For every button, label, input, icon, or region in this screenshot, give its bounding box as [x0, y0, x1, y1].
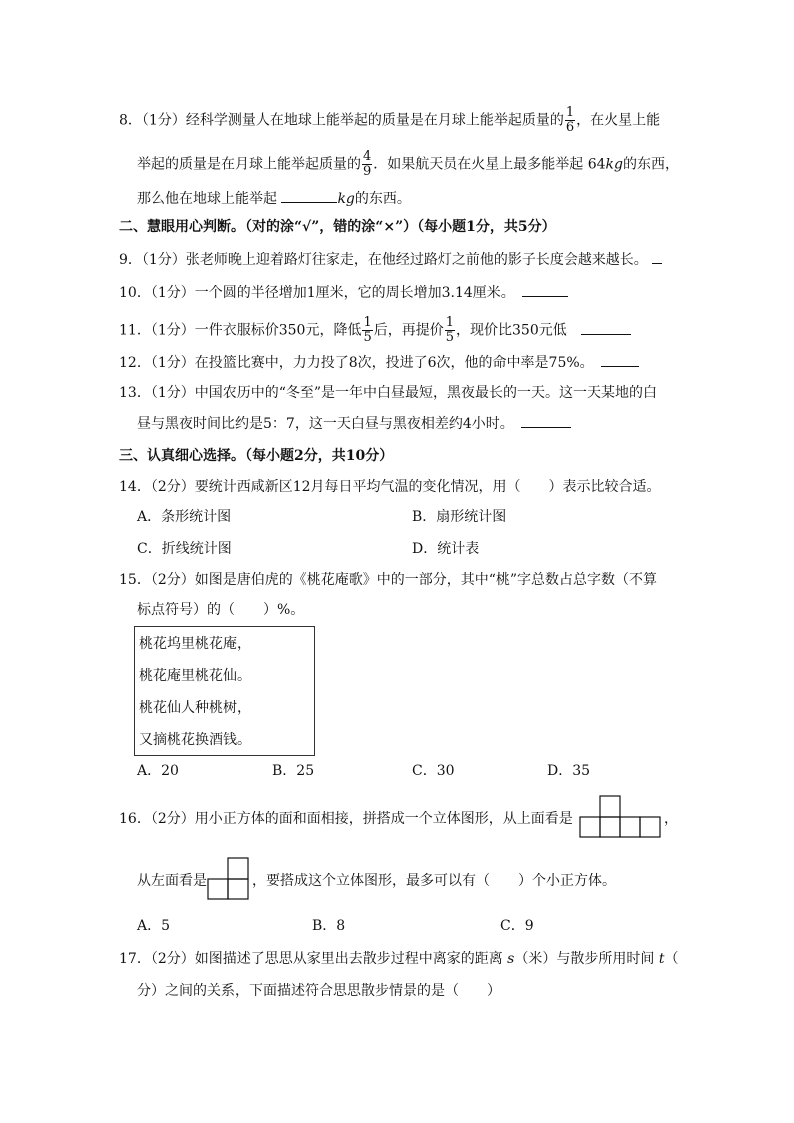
left-view-cell: [228, 858, 248, 879]
poem-line: 桃花坞里桃花庵，: [139, 636, 251, 652]
q15-line1: 15．（2分）如图是唐伯虎的《桃花庵歌》中的一部分，其中“桃”字总数占总字数（不算: [119, 572, 658, 588]
top-view-cell: [640, 817, 660, 837]
top-view-cell: [580, 817, 600, 837]
q10: 10．（1分）一个圆的半径增加1厘米，它的周长增加3.14厘米。: [119, 282, 568, 302]
q13-line1: 13．（1分）中国农历中的“冬至”是一年中白昼最短，黑夜最长的一天。这一天某地的白: [119, 385, 658, 401]
answer-blank[interactable]: [652, 249, 662, 264]
q16-option-a[interactable]: A．5: [137, 918, 171, 934]
q16-line2a: 从左面看是: [137, 873, 207, 889]
fraction-1-5: $\frac{1}{5}$: [363, 315, 372, 345]
q13-line2: 昼与黑夜时间比约是5：7，这一天白昼与黑夜相差约4小时。: [137, 413, 571, 433]
q17-line1: 17．（2分）如图描述了思思从家里出去散步过程中离家的距离 s（米）与散步所用时间 t（: [119, 951, 679, 967]
poem-line: 桃花庵里桃花仙。: [139, 668, 251, 684]
q16-line2b: ，要搭成这个立体图形，最多可以有（ ）个小正方体。: [252, 873, 616, 889]
q11: 11．（1分）一件衣服标价350元，降低 $\frac{1}{5}$ 后，再提价 $\frac{1}{5}$ ，现价比350元低: [119, 316, 631, 345]
top-view-cell: [600, 817, 620, 837]
fraction-4-9: $\frac{4}{9}$: [363, 149, 372, 179]
q14-option-b[interactable]: B．扇形统计图: [412, 509, 507, 525]
answer-blank[interactable]: [601, 352, 639, 367]
fraction-1-5: $\frac{1}{5}$: [445, 315, 455, 345]
q14-stem: 14．（2分）要统计西咸新区12月每日平均气温的变化情况，用（ ）表示比较合适。: [119, 479, 661, 495]
top-view-cell: [620, 817, 640, 837]
q16-line1a: 16．（2分）用小正方体的面和面相接，拼搭成一个立体图形，从上面看是: [119, 811, 573, 827]
left-view-cell: [208, 879, 228, 899]
fraction-1-6: $\frac{1}{6}$: [565, 105, 575, 135]
section-2-heading: 二、慧眼用心判断。（对的涂“√”，错的涂“×”）（每小题1分，共5分）: [119, 219, 556, 235]
answer-blank[interactable]: [281, 188, 337, 203]
q14-option-c[interactable]: C．折线统计图: [137, 541, 232, 557]
poem-line: 又摘桃花换酒钱。: [139, 732, 251, 748]
left-view-cell: [228, 879, 248, 899]
answer-blank[interactable]: [522, 282, 568, 297]
left-view-figure: [207, 857, 251, 901]
section-3-heading: 三、认真细心选择。（每小题2分，共10分）: [119, 448, 394, 464]
q8-line3: 那么他在地球上能举起 kg的东西。: [137, 188, 411, 208]
q17-line2: 分）之间的关系，下面描述符合思思散步情景的是（ ）: [137, 983, 501, 999]
q16-option-b[interactable]: B．8: [312, 918, 346, 934]
q15-option-a[interactable]: A．20: [137, 763, 179, 779]
q15-option-b[interactable]: B．25: [272, 763, 315, 779]
q12: 12．（1分）在投篮比赛中，力力投了8次，投进了6次，他的命中率是75%。: [119, 352, 639, 372]
q16-line1b: ，: [664, 811, 678, 827]
answer-blank[interactable]: [581, 320, 631, 335]
q14-option-d[interactable]: D．统计表: [412, 541, 480, 557]
poem-line: 桃花仙人种桃树，: [139, 700, 251, 716]
answer-blank[interactable]: [521, 413, 571, 428]
q15-option-c[interactable]: C．30: [412, 763, 455, 779]
poem-box: [134, 626, 315, 756]
top-view-cell: [600, 796, 620, 817]
q8-line2: 举起的质量是在月球上能举起质量的 $\frac{4}{9}$ ．如果航天员在火星上最多能举起 64kg的东西，: [137, 149, 679, 179]
q15-option-d[interactable]: D．35: [547, 763, 591, 779]
q9: 9．（1分）张老师晚上迎着路灯往家走，在他经过路灯之前他的影子长度会越来越长。: [119, 249, 662, 269]
top-view-figure: [579, 795, 663, 838]
q16-option-c[interactable]: C．9: [500, 918, 534, 934]
q15-line2: 标点符号）的（ ）%。: [137, 602, 305, 618]
q14-option-a[interactable]: A．条形统计图: [137, 509, 232, 525]
q8-line1: 8．（1分）经科学测量人在地球上能举起的质量是在月球上能举起质量的 $\frac{1}{6}$ ，在火星上能: [119, 105, 661, 135]
